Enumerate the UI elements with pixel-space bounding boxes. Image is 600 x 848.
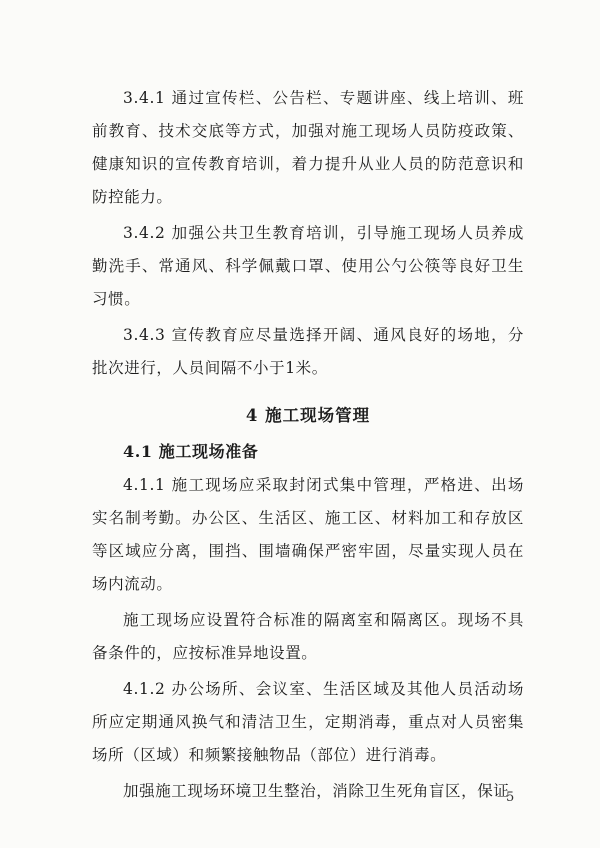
- paragraph-4-1-1: 4.1.1 施工现场应采取封闭式集中管理，严格进、出场实名制考勤。办公区、生活区、施工区、材料加工和存放区等区域应分离，围挡、围墙确保严密牢固，尽量实现人员在场内流动。: [92, 476, 524, 593]
- paragraph-4-1-2: 4.1.2 办公场所、会议室、生活区域及其他人员活动场所应定期通风换气和清洁卫生，定期消毒，重点对人员密集场所（区域）和频繁接触物品（部位）进行消毒。: [92, 680, 524, 764]
- paragraph-environment: 加强施工现场环境卫生整治，消除卫生死角盲区，保证: [123, 782, 510, 800]
- paragraph-3-4-2: 3.4.2 加强公共卫生教育培训，引导施工现场人员养成勤洗手、常通风、科学佩戴口罩、使用公勺公筷等良好卫生习惯。: [92, 224, 524, 308]
- paragraph-3-4-3: 3.4.3 宣传教育应尽量选择开阔、通风良好的场地，分批次进行，人员间隔不小于1米。: [92, 326, 524, 377]
- page-content: [92, 82, 524, 808]
- paragraph-isolation: 施工现场应设置符合标准的隔离室和隔离区。现场不具备条件的，应按标准异地设置。: [92, 611, 524, 662]
- section-title: 4.1 施工现场准备: [123, 442, 259, 461]
- page-number: 5: [506, 790, 515, 805]
- chapter-title: 4 施工现场管理: [245, 406, 371, 425]
- paragraph-3-4-1: 3.4.1 通过宣传栏、公告栏、专题讲座、线上培训、班前教育、技术交底等方式，加强对施工现场人员防疫政策、健康知识的宣传教育培训，着力提升从业人员的防范意识和防控能力。: [92, 89, 524, 206]
